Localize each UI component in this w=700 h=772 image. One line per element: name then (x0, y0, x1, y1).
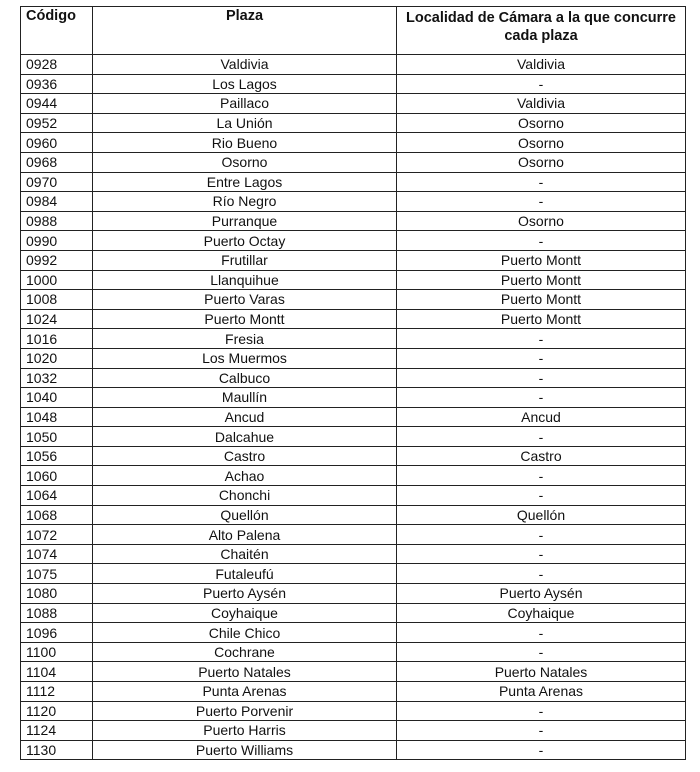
cell-localidad: Puerto Montt (397, 250, 686, 270)
cell-localidad: Osorno (397, 152, 686, 172)
table-row (21, 113, 686, 133)
cell-plaza: Río Negro (93, 192, 397, 212)
cell-plaza: Calbuco (93, 368, 397, 388)
cell-codigo: 1112 (21, 682, 93, 702)
table-row (21, 133, 686, 153)
cell-plaza: Dalcahue (93, 427, 397, 447)
cell-plaza: Maullín (93, 388, 397, 408)
cell-localidad: - (397, 388, 686, 408)
table-row (21, 55, 686, 75)
table-row (21, 446, 686, 466)
cell-codigo: 1020 (21, 348, 93, 368)
table-row (21, 192, 686, 212)
cell-localidad: Punta Arenas (397, 682, 686, 702)
cell-plaza: Ancud (93, 407, 397, 427)
table-row (21, 505, 686, 525)
cell-codigo: 1040 (21, 388, 93, 408)
cell-localidad: Osorno (397, 211, 686, 231)
cell-codigo: 0992 (21, 250, 93, 270)
table-row (21, 740, 686, 760)
cell-codigo: 1124 (21, 721, 93, 741)
cell-codigo: 1056 (21, 446, 93, 466)
header-codigo: Código (21, 7, 93, 55)
cell-localidad: - (397, 466, 686, 486)
header-plaza: Plaza (93, 7, 397, 55)
cell-plaza: Puerto Aysén (93, 584, 397, 604)
cell-plaza: Los Lagos (93, 74, 397, 94)
table-body (21, 55, 686, 760)
cell-plaza: Puerto Octay (93, 231, 397, 251)
cell-codigo: 1024 (21, 309, 93, 329)
table-row (21, 250, 686, 270)
cell-codigo: 0968 (21, 152, 93, 172)
cell-codigo: 1130 (21, 740, 93, 760)
cell-codigo: 1064 (21, 486, 93, 506)
cell-localidad: - (397, 642, 686, 662)
cell-codigo: 0928 (21, 55, 93, 75)
cell-codigo: 1032 (21, 368, 93, 388)
cell-localidad: - (397, 427, 686, 447)
cell-plaza: Quellón (93, 505, 397, 525)
cell-plaza: Futaleufú (93, 564, 397, 584)
cell-codigo: 0960 (21, 133, 93, 153)
cell-localidad: Valdivia (397, 55, 686, 75)
cell-plaza: Osorno (93, 152, 397, 172)
cell-codigo: 0936 (21, 74, 93, 94)
cell-plaza: Valdivia (93, 55, 397, 75)
cell-localidad: Puerto Montt (397, 270, 686, 290)
cell-plaza: Frutillar (93, 250, 397, 270)
cell-codigo: 1104 (21, 662, 93, 682)
table-row (21, 584, 686, 604)
cell-localidad: - (397, 172, 686, 192)
cell-plaza: Achao (93, 466, 397, 486)
cell-codigo: 1096 (21, 623, 93, 643)
table-row (21, 152, 686, 172)
cell-localidad: - (397, 329, 686, 349)
cell-plaza: Puerto Natales (93, 662, 397, 682)
cell-plaza: Cochrane (93, 642, 397, 662)
cell-codigo: 1075 (21, 564, 93, 584)
table-row (21, 662, 686, 682)
cell-plaza: Puerto Montt (93, 309, 397, 329)
table-row (21, 94, 686, 114)
table-header-row (21, 7, 686, 55)
cell-localidad: Ancud (397, 407, 686, 427)
cell-codigo: 1016 (21, 329, 93, 349)
cell-codigo: 0944 (21, 94, 93, 114)
cell-localidad: Puerto Montt (397, 290, 686, 310)
cell-localidad: - (397, 525, 686, 545)
cell-plaza: Puerto Porvenir (93, 701, 397, 721)
table-row (21, 721, 686, 741)
table-row (21, 427, 686, 447)
table-row (21, 74, 686, 94)
cell-plaza: Entre Lagos (93, 172, 397, 192)
cell-codigo: 1048 (21, 407, 93, 427)
cell-codigo: 0970 (21, 172, 93, 192)
cell-localidad: - (397, 721, 686, 741)
cell-plaza: Puerto Harris (93, 721, 397, 741)
cell-localidad: - (397, 486, 686, 506)
cell-codigo: 0984 (21, 192, 93, 212)
cell-localidad: Coyhaique (397, 603, 686, 623)
cell-localidad: Quellón (397, 505, 686, 525)
cell-codigo: 0988 (21, 211, 93, 231)
table-row (21, 603, 686, 623)
header-localidad: Localidad de Cámara a la que concurre cada plaza (397, 7, 686, 55)
cell-localidad: - (397, 192, 686, 212)
cell-localidad: Castro (397, 446, 686, 466)
cell-localidad: - (397, 701, 686, 721)
cell-localidad: - (397, 564, 686, 584)
cell-plaza: Punta Arenas (93, 682, 397, 702)
cell-localidad: Puerto Montt (397, 309, 686, 329)
cell-codigo: 1000 (21, 270, 93, 290)
cell-plaza: Rio Bueno (93, 133, 397, 153)
table-row (21, 309, 686, 329)
cell-plaza: Puerto Williams (93, 740, 397, 760)
cell-plaza: Chile Chico (93, 623, 397, 643)
cell-plaza: Chaitén (93, 544, 397, 564)
cell-codigo: 1068 (21, 505, 93, 525)
table-row (21, 642, 686, 662)
cell-plaza: Llanquihue (93, 270, 397, 290)
plazas-table (20, 6, 686, 760)
cell-localidad: Valdivia (397, 94, 686, 114)
table-row (21, 172, 686, 192)
table-row (21, 682, 686, 702)
cell-plaza: Puerto Varas (93, 290, 397, 310)
cell-plaza: Chonchi (93, 486, 397, 506)
cell-codigo: 1008 (21, 290, 93, 310)
cell-localidad: - (397, 368, 686, 388)
table-row (21, 544, 686, 564)
cell-plaza: Paillaco (93, 94, 397, 114)
table-row (21, 623, 686, 643)
cell-plaza: Purranque (93, 211, 397, 231)
cell-plaza: Los Muermos (93, 348, 397, 368)
table-row (21, 466, 686, 486)
table-row (21, 368, 686, 388)
cell-localidad: - (397, 623, 686, 643)
table-row (21, 701, 686, 721)
cell-localidad: Puerto Natales (397, 662, 686, 682)
cell-codigo: 1080 (21, 584, 93, 604)
cell-plaza: Fresia (93, 329, 397, 349)
cell-plaza: La Unión (93, 113, 397, 133)
cell-localidad: - (397, 231, 686, 251)
cell-codigo: 0990 (21, 231, 93, 251)
cell-localidad: - (397, 544, 686, 564)
cell-localidad: Osorno (397, 133, 686, 153)
cell-plaza: Alto Palena (93, 525, 397, 545)
table-row (21, 525, 686, 545)
table-row (21, 231, 686, 251)
cell-codigo: 1100 (21, 642, 93, 662)
cell-codigo: 1060 (21, 466, 93, 486)
table-row (21, 270, 686, 290)
table-row (21, 348, 686, 368)
table-row (21, 388, 686, 408)
cell-codigo: 1072 (21, 525, 93, 545)
cell-localidad: - (397, 74, 686, 94)
table-row (21, 407, 686, 427)
cell-codigo: 1088 (21, 603, 93, 623)
table-row (21, 486, 686, 506)
cell-localidad: Osorno (397, 113, 686, 133)
cell-plaza: Coyhaique (93, 603, 397, 623)
table-row (21, 211, 686, 231)
cell-codigo: 1050 (21, 427, 93, 447)
cell-localidad: - (397, 740, 686, 760)
table-row (21, 290, 686, 310)
cell-codigo: 1120 (21, 701, 93, 721)
cell-codigo: 0952 (21, 113, 93, 133)
cell-codigo: 1074 (21, 544, 93, 564)
table-row (21, 564, 686, 584)
cell-plaza: Castro (93, 446, 397, 466)
document-page (20, 6, 685, 760)
cell-localidad: Puerto Aysén (397, 584, 686, 604)
table-row (21, 329, 686, 349)
cell-localidad: - (397, 348, 686, 368)
